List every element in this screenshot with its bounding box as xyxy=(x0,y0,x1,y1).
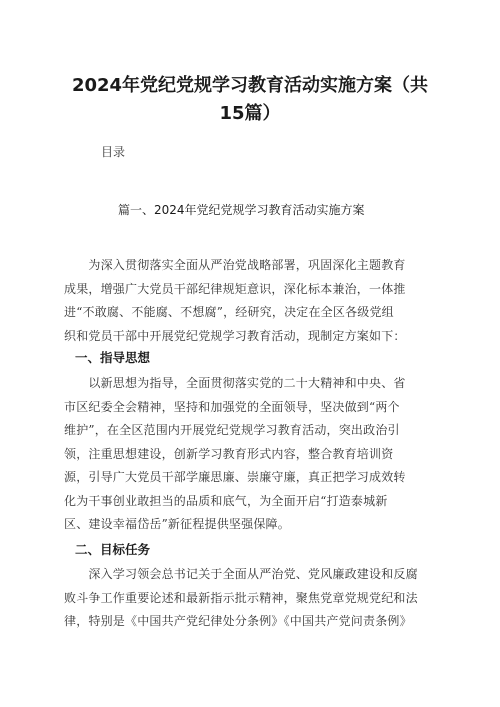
chapter-title: 篇一、2024年党纪党规学习教育活动实施方案 xyxy=(118,203,365,217)
paragraph-line: 织和党员干部中开展党纪党规学习教育活动，现制定方案如下： xyxy=(64,328,406,343)
paragraph-line: 深入学习领会总书记关于全面从严治党、党风廉政建设和反腐 xyxy=(64,567,418,581)
document-title-line-1: 2024年党纪党规学习教育活动实施方案（共 xyxy=(71,75,429,96)
paragraph-line: 进“不敢腐、不能腐、不想腐”，经研究，决定在全区各级党组 xyxy=(64,305,394,319)
paragraph-line: 市区纪委全会精神，坚持和加强党的全面领导，坚决做到“两个 xyxy=(64,399,400,414)
intro-paragraph xyxy=(64,254,436,348)
document-title-line-2: 15篇） xyxy=(219,103,281,124)
paragraph-line: 以新思想为指导，全面贯彻落实党的二十大精神和中央、省 xyxy=(64,376,406,390)
guiding-ideology-paragraph xyxy=(64,372,436,537)
section-heading-goals-tasks: 二、目标任务 xyxy=(75,542,151,557)
paragraph-line: 成果，增强广大党员干部纪律规矩意识，深化标本兼治，一体推 xyxy=(64,281,406,296)
document-title xyxy=(60,72,440,128)
paragraph-line: 律，特别是《中国共产党纪律处分条例》《中国共产党问责条例》 xyxy=(64,614,412,628)
paragraph-line: 为深入贯彻落实全面从严治党战略部署，巩固深化主题教育 xyxy=(64,258,406,272)
toc-label: 目录 xyxy=(101,145,126,159)
paragraph-line: 化为干事创业敢担当的品质和底气，为全面开启“打造泰城新 xyxy=(64,493,388,508)
paragraph-line: 领，注重思想建设，创新学习教育形式内容，整合教育培训资 xyxy=(64,446,394,461)
goals-tasks-paragraph xyxy=(64,563,436,634)
paragraph-line: 区、建设幸福岱岳”新征程提供坚强保障。 xyxy=(64,517,290,531)
paragraph-line: 败斗争工作重要论述和最新指示批示精神，聚焦党章党规党纪和法 xyxy=(64,590,418,605)
paragraph-line: 维护”，在全区范围内开展党纪党规学习教育活动，突出政治引 xyxy=(64,423,400,437)
section-heading-guiding-ideology: 一、指导思想 xyxy=(75,350,151,365)
paragraph-line: 源，引导广大党员干部学廉思廉、崇廉守廉，真正把学习成效转 xyxy=(64,470,406,484)
